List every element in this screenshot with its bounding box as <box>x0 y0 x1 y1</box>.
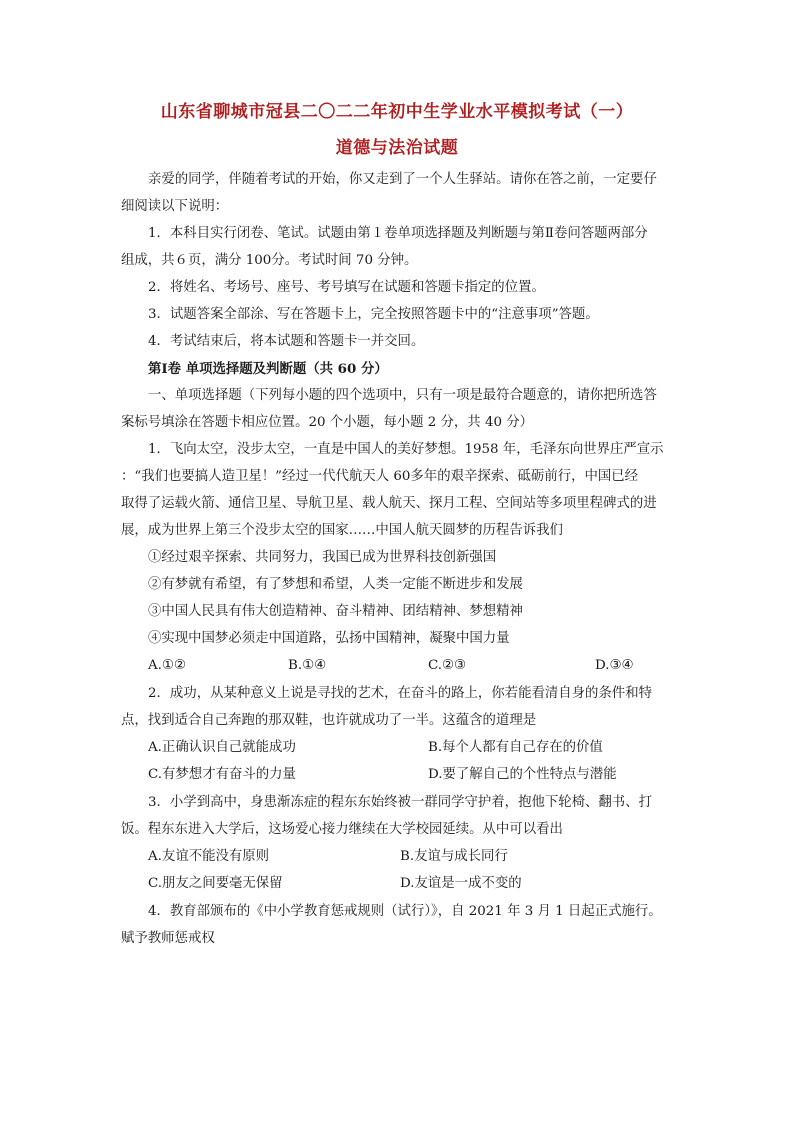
instruction-3: 3．试题答案全部涂、写在答题卡上，完全按照答题卡中的“注意事项”答题。 <box>148 307 599 322</box>
q1-option-b: B.①④ <box>288 658 327 673</box>
q1-stem-1: 1．飞向太空，没步太空，一直是中国人的美好梦想。1958 年，毛泽东向世界庄严宣示 <box>148 442 664 457</box>
instruction-1a: 1．本科目实行闭卷、笔试。试题由第１卷单项选择题及判断题与第Ⅱ卷问答题两部分 <box>148 226 648 241</box>
q1-stem-3: 取得了运载火箭、通信卫星、导航卫星、载人航天、探月工程、空间站等多项里程碑式的进 <box>121 496 657 511</box>
q3-stem-2: 饭。程东东进入大学后，这场爱心接力继续在大学校园延续。从中可以看出 <box>121 822 563 837</box>
exam-title: 山东省聊城市冠县二〇二二年初中生学业水平模拟考试（一） <box>160 102 634 122</box>
q1-stem-4: 展，成为世界上第三个没步太空的国家……中国人航天圆梦的历程告诉我们 <box>121 523 563 538</box>
q4-stem-2: 赋予教师惩戒权 <box>121 931 215 946</box>
exam-subtitle: 道德与法治试题 <box>335 138 459 158</box>
q1-statement-2: ②有梦就有希望，有了梦想和希望，人类一定能不断进步和发展 <box>148 577 523 592</box>
instruction-1b: 组成，共６页，满分 100分。考试时间 70 分钟。 <box>121 253 418 268</box>
q3-option-c: C.朋友之间要毫无保留 <box>148 876 283 891</box>
intro-line-1: 亲爱的同学，伴随着考试的开始，你又走到了一个人生驿站。请你在答之前，一定要仔 <box>148 172 657 187</box>
part1-line-1: 一、单项选择题（下列每小题的四个选项中，只有一项是最符合题意的，请你把所选答 <box>148 388 657 403</box>
q3-option-a: A.友谊不能没有原则 <box>148 849 270 864</box>
q3-option-d: D.友谊是一成不变的 <box>400 876 522 891</box>
q1-statement-4: ④实现中国梦必须走中国道路，弘扬中国精神，凝聚中国力量 <box>148 631 510 646</box>
q2-option-b: B.每个人都有自己存在的价值 <box>428 740 603 755</box>
q1-option-a: A.①② <box>148 658 186 673</box>
q1-stem-2: ：“我们也要搞人造卫星！”经过一代代航天人 60多年的艰辛探索、砥砺前行，中国已经 <box>121 469 639 484</box>
q1-option-d: D.③④ <box>595 658 634 673</box>
q3-option-b: B.友谊与成长同行 <box>400 849 508 864</box>
q1-statement-1: ①经过艰辛探索、共同努力，我国已成为世界科技创新强国 <box>148 550 497 565</box>
q1-option-c: C.②③ <box>428 658 467 673</box>
intro-line-2: 细阅读以下说明： <box>121 199 229 214</box>
instruction-2: 2．将姓名、考场号、座号、考号填写在试题和答题卡指定的位置。 <box>148 280 545 295</box>
section-heading: 第Ⅰ卷 单项选择题及判断题（共 60 分） <box>148 361 388 377</box>
q4-stem-1: 4．教育部颁布的《中小学教育惩戒规则（试行）》，自 2021 年 3 月 1 日起正式施行。 <box>148 904 662 919</box>
q2-stem-2: 点，找到适合自己奔跑的那双鞋，也许就成功了一半。这蕴含的道理是 <box>121 713 537 728</box>
q2-option-a: A.正确认识自己就能成功 <box>148 740 296 755</box>
part1-line-2: 案标号填涂在答题卡相应位置。20 个小题，每小题 2 分，共 40 分） <box>121 415 534 430</box>
q3-stem-1: 3．小学到高中，身患渐冻症的程东东始终被一群同学守护着，抱他下轮椅、翻书、打 <box>148 795 652 810</box>
q2-stem-1: 2．成功，从某种意义上说是寻找的艺术，在奋斗的路上，你若能看清自身的条件和特 <box>148 686 652 701</box>
instruction-4: 4．考试结束后，将本试题和答题卡一并交回。 <box>148 334 425 349</box>
q2-option-d: D.要了解自己的个性特点与潜能 <box>428 767 617 782</box>
q1-statement-3: ③中国人民具有伟大创造精神、奋斗精神、团结精神、梦想精神 <box>148 604 523 619</box>
q2-option-c: C.有梦想才有奋斗的力量 <box>148 767 296 782</box>
